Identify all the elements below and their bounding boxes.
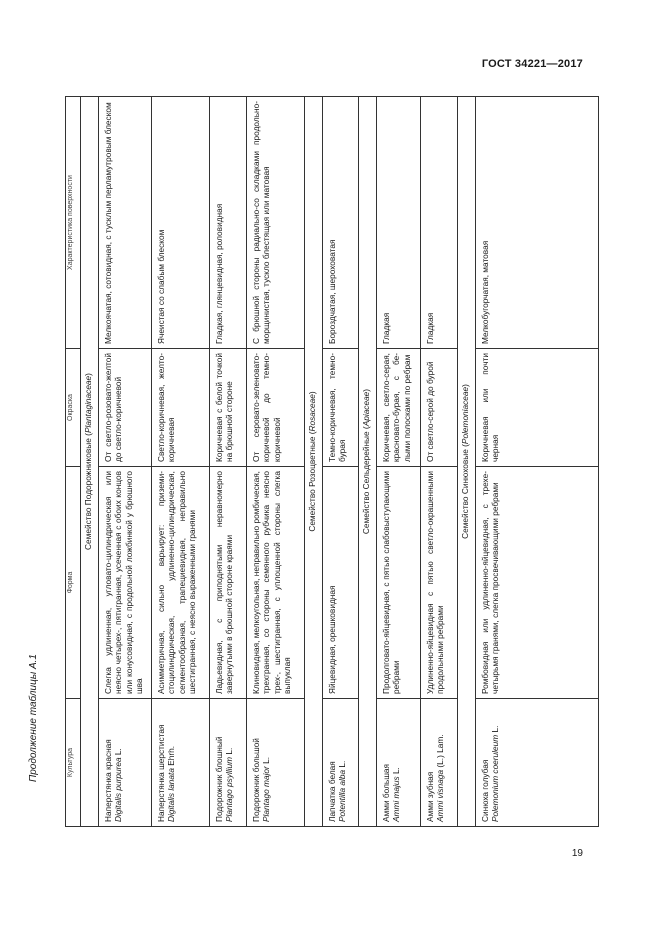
culture-latin: Polemonium coeruleum bbox=[490, 734, 501, 822]
table-caption: Продолжение таблицы А.1 bbox=[28, 654, 39, 782]
culture-author: L. bbox=[261, 756, 272, 767]
family-row bbox=[305, 97, 323, 827]
culture-latin: Ammi visnaga bbox=[435, 769, 446, 822]
table-row bbox=[152, 97, 210, 827]
culture-cell bbox=[377, 699, 421, 827]
form-cell: Продолговато-яйцевидная, с пятью слабовыступающими ребрами bbox=[377, 467, 421, 699]
family-latin: Plantaginaceae bbox=[83, 375, 93, 434]
culture-cell bbox=[210, 699, 247, 827]
family-row bbox=[359, 97, 377, 827]
surface-cell: Гладкая bbox=[377, 97, 421, 349]
family-polemoniaceae bbox=[458, 97, 476, 827]
culture-cell bbox=[323, 699, 359, 827]
culture-name: Подорожник блошный bbox=[214, 736, 224, 822]
surface-cell: Мелкоячатая, сотовидная, с тусклым перламутровым блеском bbox=[99, 97, 152, 349]
culture-author: L. bbox=[490, 725, 501, 735]
culture-cell bbox=[99, 699, 152, 827]
culture-latin: Digitalis lanata bbox=[166, 768, 177, 822]
family-plantaginaceae bbox=[81, 97, 99, 827]
form-cell: Асимметричная, сильно варьирует: приземистоцилиндрическая, удлиненно-цилиндрическая, сегментообразная, трапециевидная, неправильно шестигранная, с неясно выраженными гранями bbox=[152, 467, 210, 699]
culture-cell bbox=[476, 699, 599, 827]
culture-name: Амми большая bbox=[381, 764, 391, 822]
color-cell: Светло-коричневая, желто-коричневая bbox=[152, 349, 210, 467]
header-form: Форма bbox=[66, 467, 81, 699]
color-cell: Коричневая, светло-серая, красновато-бурая, с белыми полосками по ребрам bbox=[377, 349, 421, 467]
family-rosaceae bbox=[305, 97, 323, 827]
culture-author: (L.) Lam. bbox=[435, 734, 446, 770]
culture-author: Ehrh. bbox=[166, 745, 177, 769]
family-row bbox=[81, 97, 99, 827]
form-cell: Клиновидная, мелкоугольная, неправильно ромбическая, трехгранная, со стороны семянного рубчика неясно трех-, шестигранная, с уплощенной стороны слегка выпуклая bbox=[247, 467, 305, 699]
color-cell: От светло-серой до бурой bbox=[421, 349, 458, 467]
culture-latin: Digitalis purpurea bbox=[113, 757, 124, 822]
surface-cell: Мелкобугорчатая, матовая bbox=[476, 97, 599, 349]
culture-author: L. bbox=[391, 767, 402, 777]
surface-cell: Бороздчатая, шероховатая bbox=[323, 97, 359, 349]
family-close: ) bbox=[83, 373, 93, 376]
culture-latin: Plantago psyllium bbox=[224, 756, 235, 822]
rotated-table-container bbox=[65, 97, 599, 827]
form-cell: Яйцевидная, орешковидная bbox=[323, 467, 359, 699]
culture-cell bbox=[421, 699, 458, 827]
family-label: Семейство Розоцветные ( bbox=[307, 431, 317, 532]
color-cell: Коричневая с белой точкой на брюшной стороне bbox=[210, 349, 247, 467]
family-label: Семейство Сельдерейные ( bbox=[361, 426, 371, 535]
table-row bbox=[476, 97, 599, 827]
form-cell: Удлиненно-яйцевидная с пятью светло-окрашенными продольными ребрами bbox=[421, 467, 458, 699]
family-row bbox=[458, 97, 476, 827]
family-label: Семейство Синюховые ( bbox=[460, 444, 470, 539]
table-row bbox=[323, 97, 359, 827]
family-close: ) bbox=[460, 384, 470, 387]
culture-name: Лапчатка белая bbox=[327, 761, 337, 822]
culture-name: Подорожник большой bbox=[251, 738, 261, 822]
color-cell: От серовато-зеленовато-коричневой до темно-коричневой bbox=[247, 349, 305, 467]
culture-latin: Ammi majus bbox=[391, 776, 402, 822]
header-culture: Культура bbox=[66, 699, 81, 827]
table-row bbox=[421, 97, 458, 827]
surface-cell: Гладкая, глянцевидная, роловидная bbox=[210, 97, 247, 349]
color-cell: От светло-розовато-желтой до светло-коричневой bbox=[99, 349, 152, 467]
family-latin: Polemoniaceae bbox=[460, 386, 470, 445]
table-row bbox=[377, 97, 421, 827]
page-number: 19 bbox=[571, 848, 583, 859]
form-cell: Слегка удлиненная, угловато-цилиндрическая или неясно четырех-, пятигранная, усеченная с обоих концов или конусовидная, с продольной ложбинкой у брюшного шва bbox=[99, 467, 152, 699]
culture-author: L. bbox=[224, 747, 235, 757]
surface-cell: С брюшной стороны радиально-со складками продольно-морщинистая, тускло блестящая или матовая bbox=[247, 97, 305, 349]
culture-latin: Plantago major bbox=[261, 766, 272, 822]
family-label: Семейство Подорожниковые ( bbox=[83, 433, 93, 550]
culture-name: Синюха голубая bbox=[480, 759, 490, 822]
header-row bbox=[66, 97, 81, 827]
header-color: Окраска bbox=[66, 349, 81, 467]
culture-name: Амми зубная bbox=[425, 771, 435, 822]
culture-author: L. bbox=[113, 748, 124, 758]
form-cell: Ладьевидная, с приподнятыми неравномерно завернутыми в брюшной стороне краями bbox=[210, 467, 247, 699]
seed-characteristics-table bbox=[65, 96, 599, 827]
table-row bbox=[210, 97, 247, 827]
form-cell: Ромбовидная или удлиненно-яйцевидная, с трехе-четырьмя гранями, слегка просвечивающими ребрами bbox=[476, 467, 599, 699]
culture-name: Наперстянка красная bbox=[103, 739, 113, 822]
table-row bbox=[247, 97, 305, 827]
document-code: ГОСТ 34221—2017 bbox=[481, 58, 583, 70]
culture-cell bbox=[152, 699, 210, 827]
culture-name: Наперстянка шерстистая bbox=[156, 724, 166, 822]
color-cell: Коричневая или почти черная bbox=[476, 349, 599, 467]
culture-author: L. bbox=[337, 760, 348, 770]
surface-cell: Гладкая bbox=[421, 97, 458, 349]
header-surface: Характеристика поверхности bbox=[66, 97, 81, 349]
family-latin: Apiaceae bbox=[361, 391, 371, 427]
culture-latin: Potentilla alba bbox=[337, 769, 348, 822]
family-close: ) bbox=[361, 388, 371, 392]
surface-cell: Ячеистая со слабым блеском bbox=[152, 97, 210, 349]
family-close: ) bbox=[307, 391, 317, 395]
family-latin: Rosaceae bbox=[307, 394, 317, 432]
table-row bbox=[99, 97, 152, 827]
family-apiaceae bbox=[359, 97, 377, 827]
color-cell: Темно-коричневая, темно-бурая bbox=[323, 349, 359, 467]
culture-cell bbox=[247, 699, 305, 827]
